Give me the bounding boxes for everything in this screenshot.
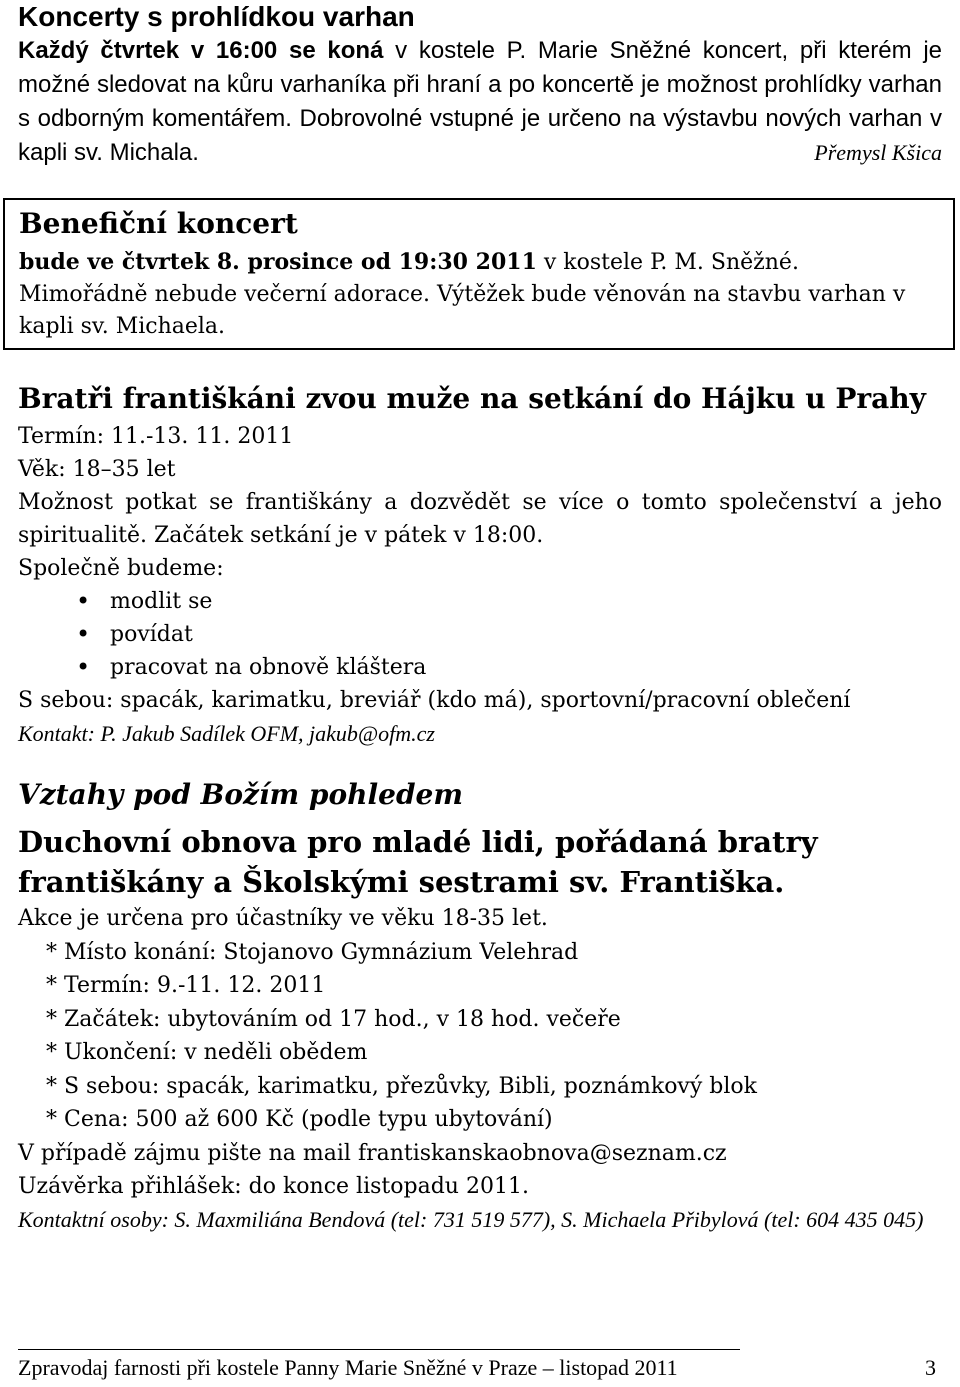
retreat-detail: * Místo konání: Stojanovo Gymnázium Velehrad — [46, 939, 579, 965]
retreat-detail: * Termín: 9.-11. 12. 2011 — [46, 973, 326, 998]
retreat-detail: * Ukončení: v neděli obědem — [46, 1040, 368, 1065]
friars-term: Termín: 11.-13. 11. 2011 — [18, 424, 294, 449]
page-number: 3 — [925, 1355, 936, 1380]
retreat-mail: V případě zájmu pište na mail frantiskanskaobnova@seznam.cz — [18, 1140, 727, 1166]
friars-bring: S sebou: spacák, karimatku, breviář (kdo má), sportovní/pracovní oblečení — [18, 688, 851, 713]
retreat-subtitle: Duchovní obnova pro mladé lidi, pořádaná bratry františkány a Školskými sestrami sv. Františka. — [18, 825, 818, 899]
footer — [18, 1354, 936, 1382]
friars-contact: Kontakt: P. Jakub Sadílek OFM, jakub@ofm.cz — [18, 721, 435, 746]
benefit-line-1 — [19, 246, 939, 279]
concert-section — [18, 0, 942, 170]
friars-title: Bratři františkáni zvou muže na setkání do Hájku u Prahy — [18, 382, 926, 415]
benefit-box — [3, 198, 955, 350]
retreat-detail: * Cena: 500 až 600 Kč (podle typu ubytování) — [46, 1107, 553, 1132]
retreat-intro: Akce je určena pro účastníky ve věku 18-35 let. — [18, 906, 548, 931]
friars-age: Věk: 18–35 let — [18, 457, 176, 482]
retreat-deadline: Uzávěrka přihlášek: do konce listopadu 2011. — [18, 1174, 529, 1199]
concert-body: v kostele P. Marie Sněžné koncert, při kterém je možné sledovat na kůru varhaníka při hraní a po koncertě je možnost prohlídky varhan s odborným komentářem. Dobrovolné vstupné je určeno na výstavbu nových varhan v kapli sv. Michala. — [18, 37, 942, 166]
concert-title: Koncerty s prohlídkou varhan — [18, 1, 415, 32]
benefit-title: Benefiční koncert — [19, 207, 298, 240]
footer-divider — [18, 1349, 740, 1350]
list-item: • povídat — [18, 618, 942, 651]
retreat-section — [18, 772, 942, 1236]
list-item: • pracovat na obnově kláštera — [18, 651, 942, 684]
concert-text — [18, 34, 942, 170]
retreat-title: Vztahy pod Božím pohledem — [18, 778, 463, 811]
retreat-detail: * S sebou: spacák, karimatku, přezůvky, Bibli, poznámkový blok — [46, 1073, 757, 1099]
friars-together: Společně budeme: — [18, 556, 224, 581]
benefit-date: bude ve čtvrtek 8. prosince od 19:30 2011 — [19, 249, 537, 275]
concert-lead: Každý čtvrtek v 16:00 se koná — [18, 37, 384, 64]
concert-author: Přemysl Kšica — [814, 140, 942, 165]
friars-activity-list — [18, 585, 942, 684]
friars-desc: Možnost potkat se františkány a dozvědět se více o tomto společenství a jeho spiritualitě. Začátek setkání je v pátek v 18:00. — [18, 490, 942, 548]
retreat-contact: Kontaktní osoby: S. Maxmiliána Bendová (tel: 731 519 577), S. Michaela Přibylová (tel: 604 435 045) — [18, 1206, 924, 1232]
benefit-place: v kostele P. M. Sněžné. — [536, 250, 799, 275]
friars-section — [18, 378, 942, 751]
list-item: • modlit se — [18, 585, 942, 618]
benefit-line-2: Mimořádně nebude večerní adorace. Výtěžek bude věnován na stavbu varhan v kapli sv. Michaela. — [19, 282, 906, 339]
retreat-detail: * Začátek: ubytováním od 17 hod., v 18 hod. večeře — [46, 1006, 621, 1032]
footer-text: Zpravodaj farnosti při kostele Panny Marie Sněžné v Praze – listopad 2011 — [18, 1355, 678, 1380]
